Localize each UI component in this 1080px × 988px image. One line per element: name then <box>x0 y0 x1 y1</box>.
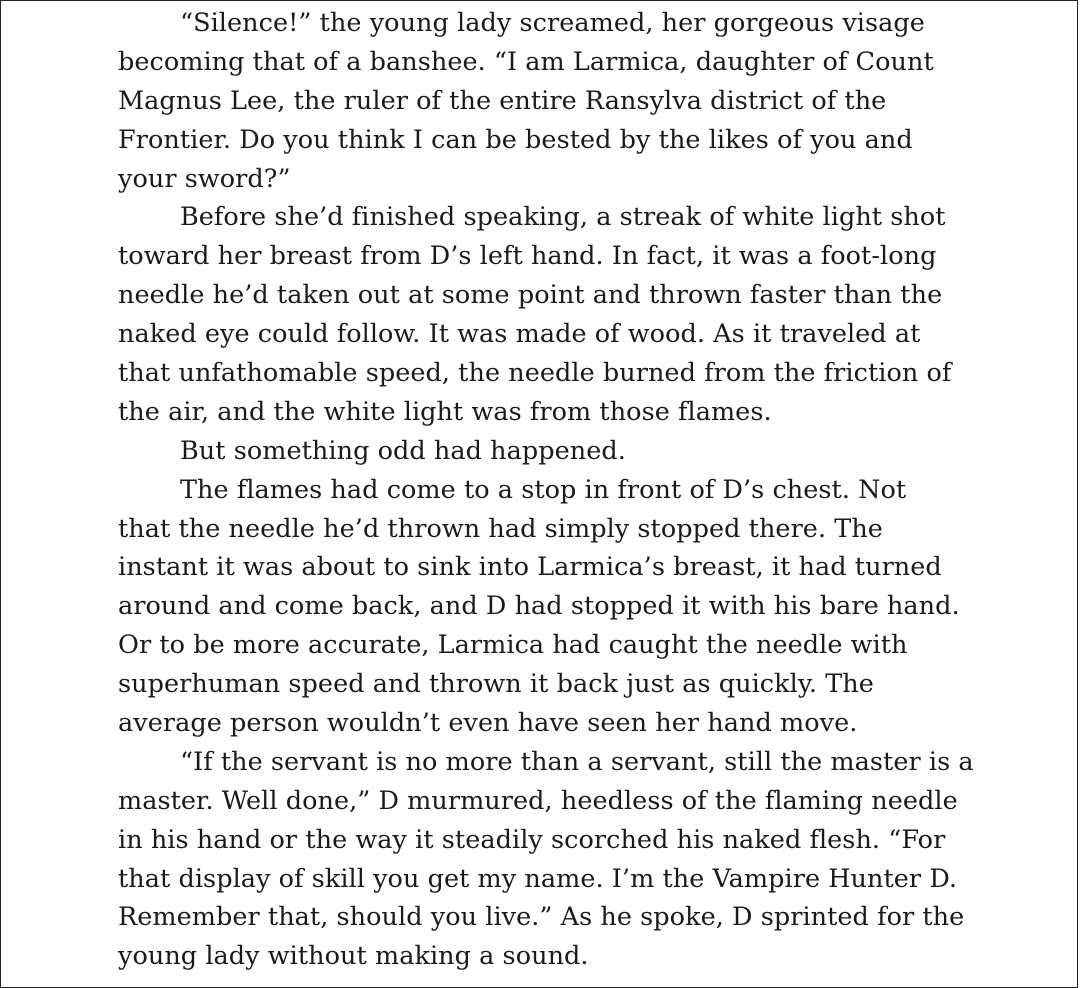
text-line: becoming that of a banshee. “I am Larmica, daughter of Count <box>118 46 934 77</box>
text-line: master. Well done,” D murmured, heedless of the flaming needle <box>118 785 958 816</box>
text-line: Magnus Lee, the ruler of the entire Ransylva district of the <box>118 85 887 116</box>
text-line: in his hand or the way it steadily scorched his naked flesh. “For <box>118 824 946 855</box>
text-line: average person wouldn’t even have seen her hand move. <box>118 708 858 739</box>
text-line: Before she’d finished speaking, a streak of white light shot <box>180 202 946 233</box>
text-line: Or to be more accurate, Larmica had caught the needle with <box>118 630 908 661</box>
text-line: instant it was about to sink into Larmica’s breast, it had turned <box>118 552 942 583</box>
text-line: around and come back, and D had stopped it with his bare hand. <box>118 591 960 622</box>
text-line: toward her breast from D’s left hand. In fact, it was a foot-long <box>118 241 937 272</box>
body-text <box>118 4 982 976</box>
text-line: The flames had come to a stop in front of D’s chest. Not <box>180 474 907 505</box>
text-line: “Silence!” the young lady screamed, her gorgeous visage <box>180 8 925 38</box>
text-line: But something odd had happened. <box>180 435 626 466</box>
text-line: young lady without making a sound. <box>118 941 589 972</box>
text-line: superhuman speed and thrown it back just as quickly. The <box>118 669 874 700</box>
text-line: Remember that, should you live.” As he spoke, D sprinted for the <box>118 902 965 933</box>
text-line: that display of skill you get my name. I’m the Vampire Hunter D. <box>118 863 958 894</box>
text-line: that unfathomable speed, the needle burned from the friction of <box>118 358 952 389</box>
text-line: naked eye could follow. It was made of wood. As it traveled at <box>118 319 921 350</box>
text-line: needle he’d taken out at some point and thrown faster than the <box>118 280 943 311</box>
text-line: your sword?” <box>118 163 291 194</box>
text-line: “If the servant is no more than a servant, still the master is a <box>180 746 974 777</box>
text-line: that the needle he’d thrown had simply stopped there. The <box>118 513 883 544</box>
text-line: the air, and the white light was from those flames. <box>118 396 772 427</box>
text-line: Frontier. Do you think I can be bested by the likes of you and <box>118 124 913 155</box>
